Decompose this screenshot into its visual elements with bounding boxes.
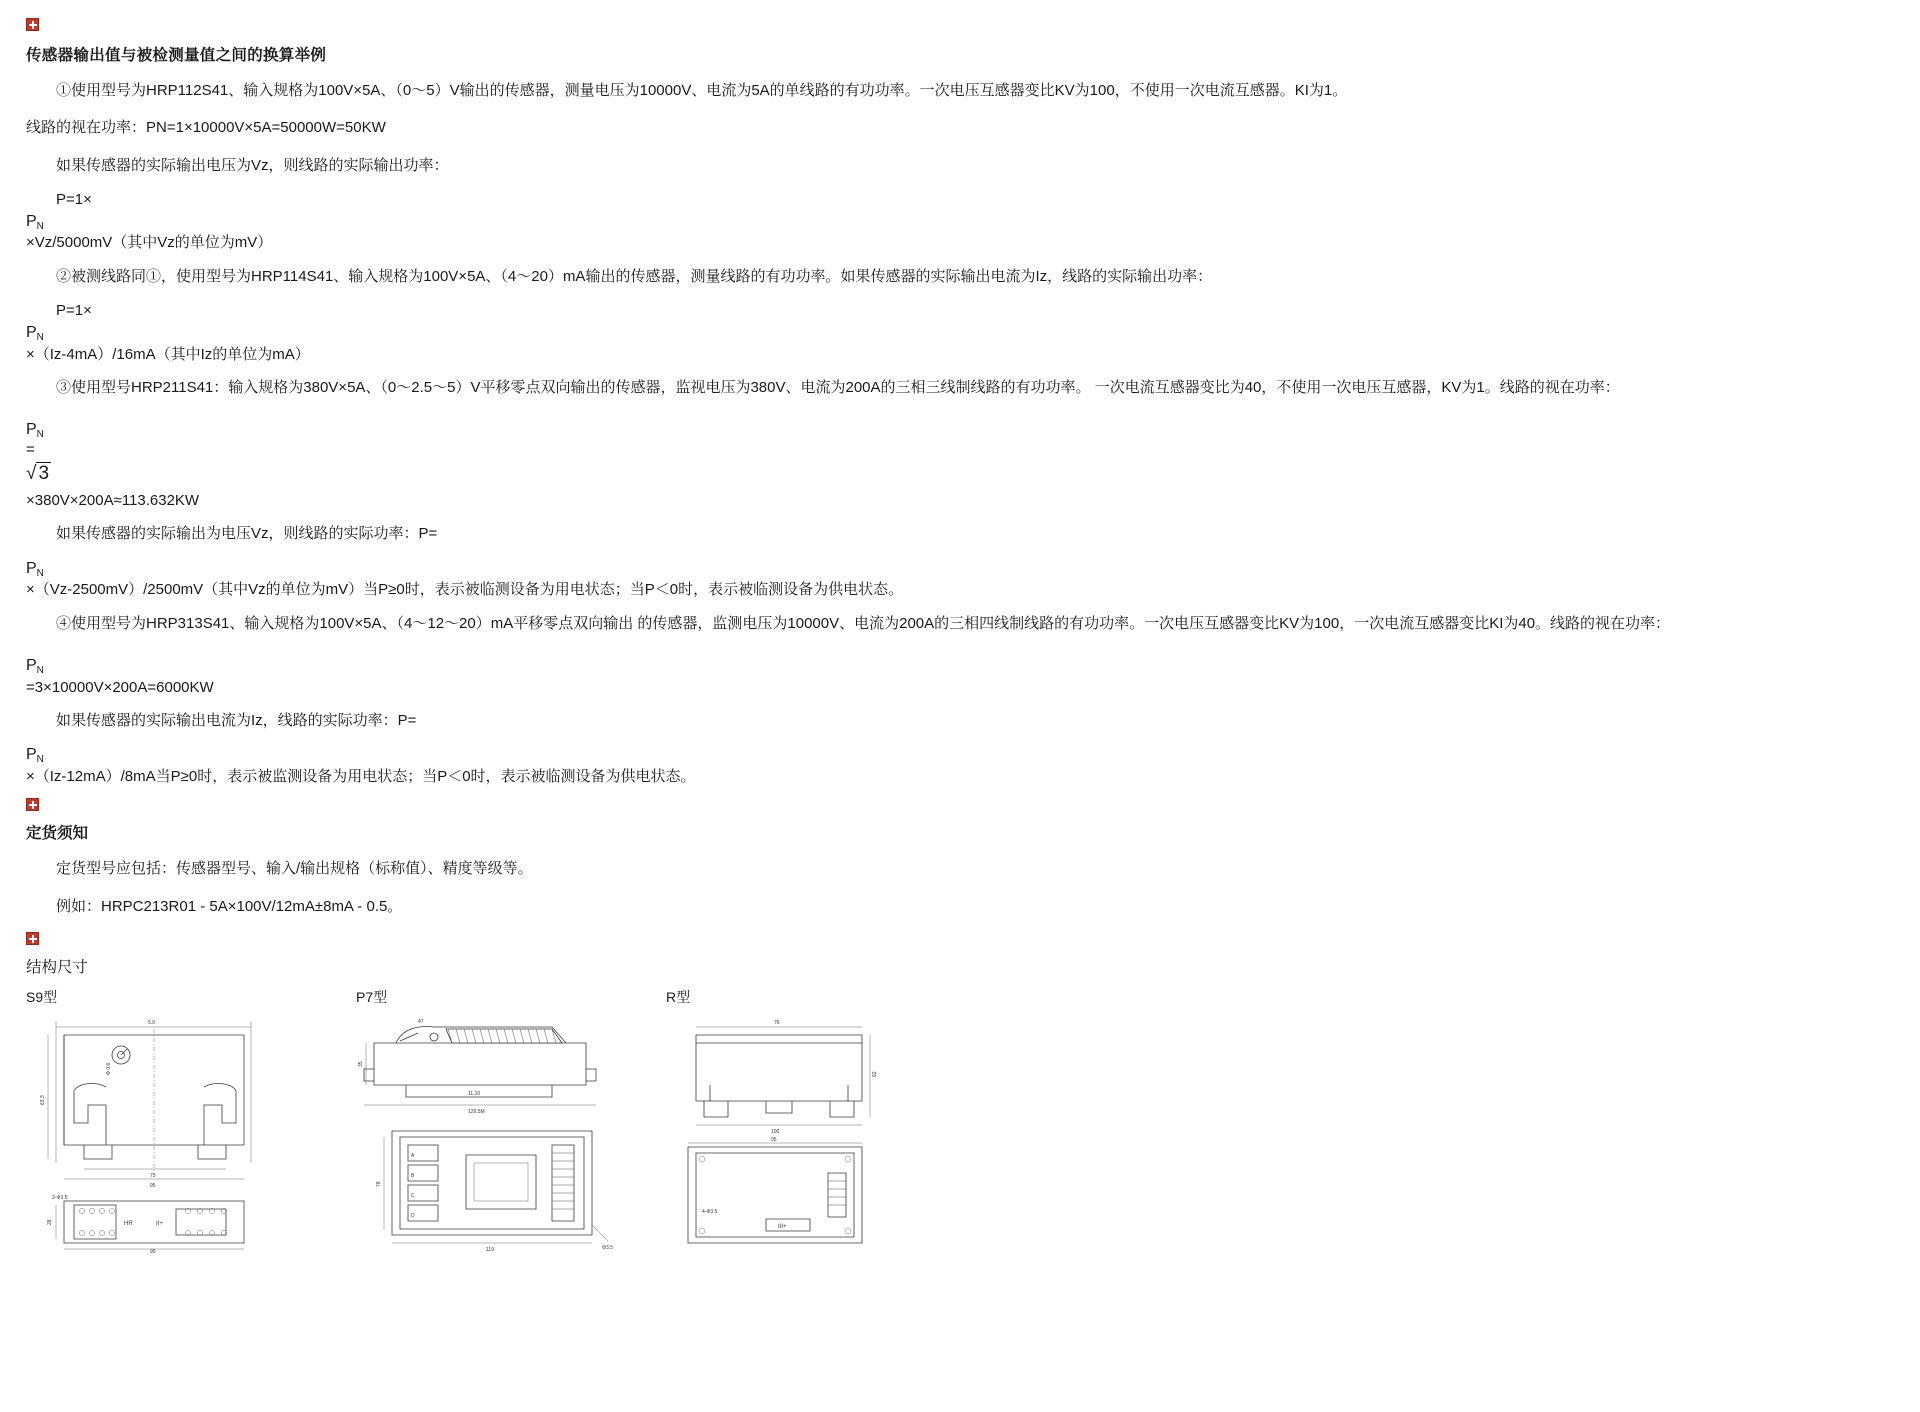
svg-text:95: 95 [150,1182,156,1189]
pn-letter-3: P [26,421,37,439]
pn-letter-6: P [26,746,37,764]
svg-text:11.10: 11.10 [468,1090,481,1097]
equation-iz-6: ×（Iz-12mA）/8mA当P≥0时，表示被监测设备为用电状态；当P＜0时，表示被临测设备为供电状态。 [26,767,696,785]
pn-letter-1: P [26,212,37,230]
pn-letter-4: P [26,559,37,577]
svg-text:35: 35 [358,1061,364,1067]
radical-content-3: 3 [38,463,50,485]
paragraph-example-2: ②被测线路同①，使用型号为HRP114S41、输入规格为100V×5A、（4～20）mA输出的传感器，测量线路的有功功率。如果传感器的实际输出电流为Iz，线路的实际输出功率： [56,267,1213,285]
svg-text:95: 95 [771,1136,777,1143]
pn-subscript-2: N [36,332,44,344]
svg-text:Φ3.5: Φ3.5 [602,1244,613,1251]
equation-result-5: =3×10000V×200A=6000KW [26,678,214,696]
dim-label-ii: II+ [156,1220,163,1227]
equation-p-equals-1: P=1× [56,190,92,208]
plus-marker-icon-3 [26,932,39,945]
section-title-dimensions: 结构尺寸 [26,958,89,976]
svg-text:28: 28 [47,1219,53,1225]
dimension-drawings [26,987,1894,1257]
section-title-conversion: 传感器输出值与被检测量值之间的换算举例 [26,47,327,64]
svg-text:D: D [411,1212,415,1219]
symbol-pn-6 [26,746,1894,764]
ordering-line-1: 定货型号应包括：传感器型号、输入/输出规格（标称值）、精度等级等。 [56,860,533,878]
paragraph-example-3: ③使用型号HRP211S41：输入规格为380V×5A、（0～2.5～5）V平移零点双向输出的传感器，监视电压为380V、电流为200A的三相三线制线路的有功功率。 一次电流互感器变比为40，不使用一次电压互感器，KV为1。线路的视在功率： [56,379,1620,397]
radical-sqrt-3: √ 3 [26,463,50,485]
equation-iz-2: ×（Iz-4mA）/16mA（其中Iz的单位为mA） [26,345,310,363]
drawing-p7 [356,1013,636,1253]
svg-text:A: A [411,1152,415,1159]
section-title-ordering: 定货须知 [26,825,89,843]
drawing-s9 [26,1013,276,1253]
equation-equals-3: = [26,441,35,459]
dim-label-holes-r: 4-Φ3.5 [702,1208,718,1215]
paragraph-example-4: ④使用型号为HRP313S41、输入规格为100V×5A、（4～12～20）mA平移零点双向输出 的传感器，监测电压为10000V、电流为200A的三相四线制线路的有功功率。一次电压互感器变比KV为100，一次电流互感器变比KI为40。线路的视在功率： [56,614,1671,632]
equation-result-3: ×380V×200A≈113.632KW [26,491,200,509]
drawing-label-s9: S9型 [26,988,58,1005]
dim-label-hr: HR [124,1220,133,1227]
ordering-line-2: 例如：HRPC213R01 - 5A×100V/12mA±8mA - 0.5。 [56,897,403,915]
svg-text:5.9: 5.9 [148,1019,155,1026]
symbol-pn-4 [26,560,1894,578]
drawing-group-s9 [26,987,276,1253]
pn-subscript-6: N [36,754,44,766]
pn-subscript-5: N [36,664,44,676]
drawing-group-p7 [356,987,636,1253]
dim-label-iii: III+ [778,1223,787,1230]
paragraph-actual-output-1: 如果传感器的实际输出电压为Vz，则线路的实际输出功率： [56,156,449,174]
symbol-pn-1 [26,213,1894,231]
svg-text:B: B [411,1172,415,1179]
equation-p-equals-2: P=1× [56,302,92,320]
svg-text:63.3: 63.3 [40,1095,46,1105]
pn-subscript-1: N [36,220,44,232]
drawing-group-r [666,987,906,1253]
svg-text:47: 47 [418,1018,424,1025]
pn-subscript-3: N [36,429,44,441]
paragraph-actual-power-4: 如果传感器的实际输出电流为Iz，线路的实际功率：P= [56,712,417,730]
symbol-pn-2 [26,324,1894,342]
plus-marker-icon [26,18,39,31]
svg-text:100: 100 [771,1128,780,1135]
svg-text:75: 75 [150,1172,156,1179]
paragraph-apparent-power-1: 线路的视在功率：PN=1×10000V×5A=50000W=50KW [26,119,386,137]
pn-letter-2: P [26,324,37,342]
svg-text:99: 99 [150,1248,156,1253]
dim-label-hole: 2-Φ3.5 [52,1194,68,1201]
plus-marker-icon-2 [26,798,39,811]
svg-text:129.5M: 129.5M [468,1108,485,1115]
paragraph-example-1: ①使用型号为HRP112S41、输入规格为100V×5A、（0～5）V输出的传感器，测量电压为10000V、电流为5A的单线路的有功功率。一次电压互感器变比KV为100，不使用一次电流互感器。KI为1。 [56,82,1348,99]
drawing-label-p7: P7型 [356,988,388,1005]
pn-letter-5: P [26,656,37,674]
svg-text:119: 119 [486,1246,494,1253]
symbol-pn-5 [26,657,1894,675]
drawing-label-r: R型 [666,988,691,1005]
paragraph-actual-power-3: 如果传感器的实际输出为电压Vz，则线路的实际功率：P= [56,525,438,543]
drawing-r [666,1013,906,1253]
equation-vz-4: ×（Vz-2500mV）/2500mV（其中Vz的单位为mV）当P≥0时，表示被临测设备为用电状态；当P＜0时，表示被临测设备为供电状态。 [26,581,904,599]
pn-subscript-4: N [36,567,44,579]
svg-text:Φ 0.6: Φ 0.6 [106,1062,112,1075]
svg-text:76: 76 [774,1019,780,1026]
svg-text:78: 78 [376,1181,382,1187]
svg-text:62: 62 [872,1071,878,1077]
svg-text:C: C [411,1192,415,1199]
equation-vz-1: ×Vz/5000mV（其中Vz的单位为mV） [26,234,273,252]
symbol-pn-3 [26,421,1894,439]
